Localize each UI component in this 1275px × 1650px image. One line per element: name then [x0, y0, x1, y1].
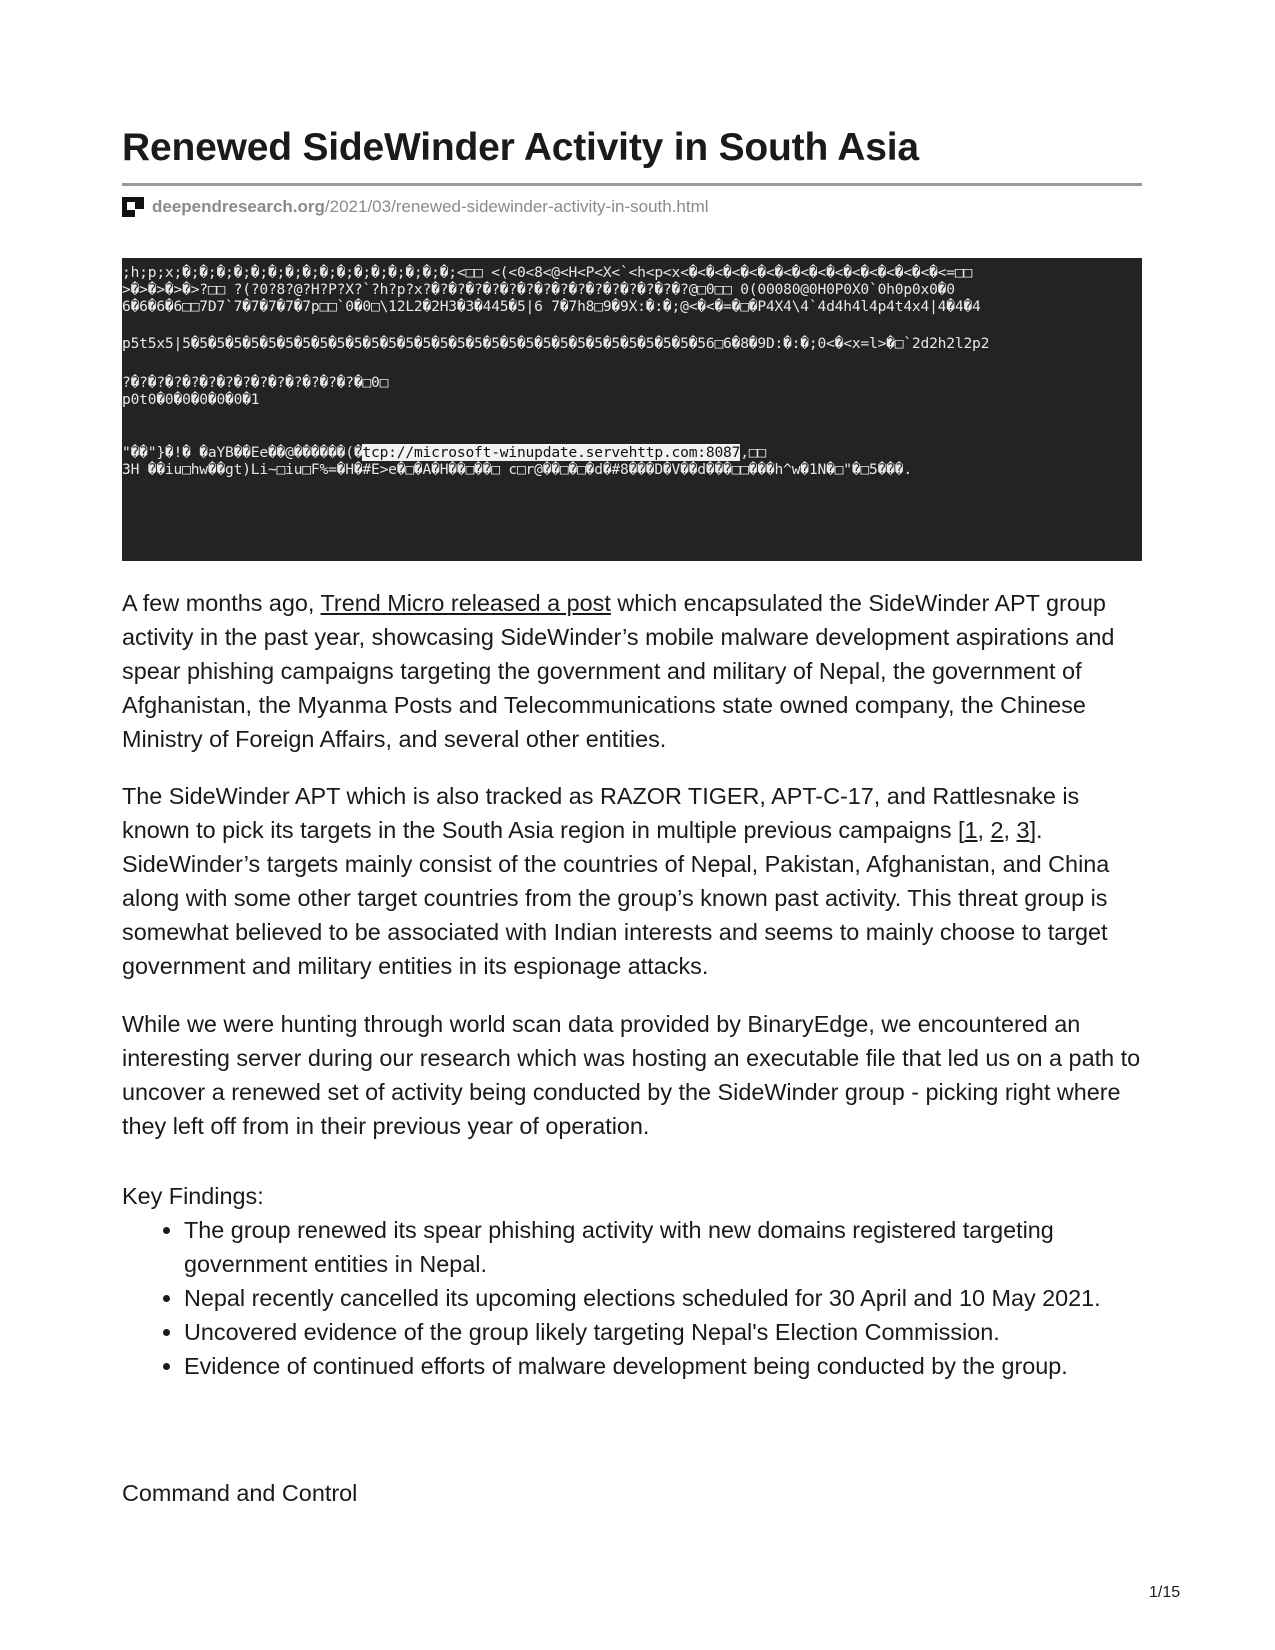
terminal-line: ;h;p;x;�;�;�;�;�;�;�;�;�;�;�;�;�;�;�;�;<□□ <(<0<8<@<H<P<X<`<h<p<x<�<�<�<�<�<�<�<�<�<�<�<�<�<�<�<=□□: [122, 264, 973, 281]
list-item: • Nepal recently cancelled its upcoming elections scheduled for 30 April and 10 May 2021.: [184, 1281, 1142, 1315]
terminal-screenshot: [122, 258, 1142, 561]
trend-micro-link[interactable]: Trend Micro released a post: [320, 590, 611, 616]
reference-link-3[interactable]: 3: [1016, 817, 1030, 843]
paragraph-text: A few months ago,: [122, 590, 321, 616]
page-number: 1/15: [1149, 1584, 1181, 1601]
terminal-url-line: [122, 444, 766, 461]
key-findings-label: Key Findings:: [122, 1183, 264, 1209]
page-title: Renewed SideWinder Activity in South Asia: [122, 126, 919, 169]
paragraph-text: The SideWinder APT which is also tracked as RAZOR TIGER, APT-C-17, and Rattlesnake is known to pick its targets in the South Asia region in multiple previous campaigns [: [122, 783, 1080, 843]
paragraph-binaryedge: While we were hunting through world scan data provided by BinaryEdge, we encountered an interesting server during our research which was hosting an executable file that led us on a path to uncover a renewed set of activity being conducted by the SideWinder group - picking right where they left off from in their previous year of operation.: [122, 1011, 1141, 1139]
terminal-url-suffix: ,□□: [740, 444, 766, 461]
terminal-line: p5t5x5|5�5�5�5�5�5�5�5�5�5�5�5�5�5�5�5�5�5�5�5�5�5�5�5�5�5�5�5�5�5�56□6�8�9D:�:�;0<�<x=l>�□`2d2h2l2p2: [122, 335, 990, 352]
source-line: [122, 196, 709, 218]
terminal-line: 3H ��iu□hw��gt)Li~□iu□F%=�H�#E>e�□�A�H��□��□ c□r@��□�□�d�#8���D�V��d���□□���h^w�1N�□"�□5���.: [122, 461, 912, 478]
site-favicon-icon: [122, 197, 144, 217]
list-item: • Evidence of continued efforts of malware development being conducted by the group.: [184, 1349, 1142, 1383]
section-heading: Command and Control: [122, 1480, 358, 1506]
paragraph-sidewinder: The SideWinder APT which is also tracked as RAZOR TIGER, APT-C-17, and Rattlesnake is known to pick its targets in the South Asia region in multiple previous campaigns [1, 2, 3]. SideWinder’s targets mainly consist of the countries of Nepal, Pakistan, Afghanistan, and China along with some other target countries from the group’s known past activity. This threat group is somewhat believed to be associated with Indian interests and seems to mainly choose to target government and military entities in its espionage attacks.: [122, 783, 1110, 979]
title-divider: [122, 183, 1142, 186]
key-findings-list: [122, 1213, 1142, 1383]
terminal-line: p0t0�0�0�0�0�0�1: [122, 391, 260, 408]
terminal-line: >�>�>�>�>?□□ ?(?0?8?@?H?P?X?`?h?p?x?�?�?�?�?�?�?�?�?�?�?�?�?�?�?�?@□0□□ 0(00080@0H0P0X0`0h0p0x0�0: [122, 281, 955, 298]
source-domain[interactable]: deependresearch.org: [152, 197, 325, 216]
terminal-line: 6�6�6�6□□7D7`7�7�7�7�7p□□`0�0□\12L2�2H3�3�445�5|6 7�7h8□9�9X:�:�;@<�<�=�□�P4X4\4`4d4h4l4p4t4x4|4�4�4: [122, 298, 981, 315]
list-item: • Uncovered evidence of the group likely targeting Nepal's Election Commission.: [184, 1315, 1142, 1349]
terminal-highlighted-url: tcp://microsoft-winupdate.servehttp.com:8087: [362, 444, 741, 461]
paragraph-text: which encapsulated the SideWinder APT group activity in the past year, showcasing SideWinder’s mobile malware development aspirations and spear phishing campaigns targeting the government and military of Nepal, the government of Afghanistan, the Myanma Posts and Telecommunications state owned company, the Chinese Ministry of Foreign Affairs, and several other entities.: [122, 590, 1115, 752]
list-item: • The group renewed its spear phishing activity with new domains registered targeting government entities in Nepal.: [184, 1213, 1142, 1281]
source-path[interactable]: /2021/03/renewed-sidewinder-activity-in-south.html: [324, 197, 709, 216]
reference-link-2[interactable]: 2: [990, 817, 1004, 843]
reference-link-1[interactable]: 1: [964, 817, 978, 843]
terminal-line: ?�?�?�?�?�?�?�?�?�?�?�?�?�?�□0□: [122, 374, 389, 391]
paragraph-text: ]. SideWinder’s targets mainly consist of the countries of Nepal, Pakistan, Afghanistan, and China along with some other target countries from the group’s known past activity. This threat group is somewhat believed to be associated with Indian interests and seems to mainly choose to target government and military entities in its espionage attacks.: [122, 817, 1110, 979]
terminal-url-prefix: "��"}�!� �aYB��Ee��@������(�: [122, 444, 363, 461]
paragraph-intro: [122, 586, 1142, 756]
